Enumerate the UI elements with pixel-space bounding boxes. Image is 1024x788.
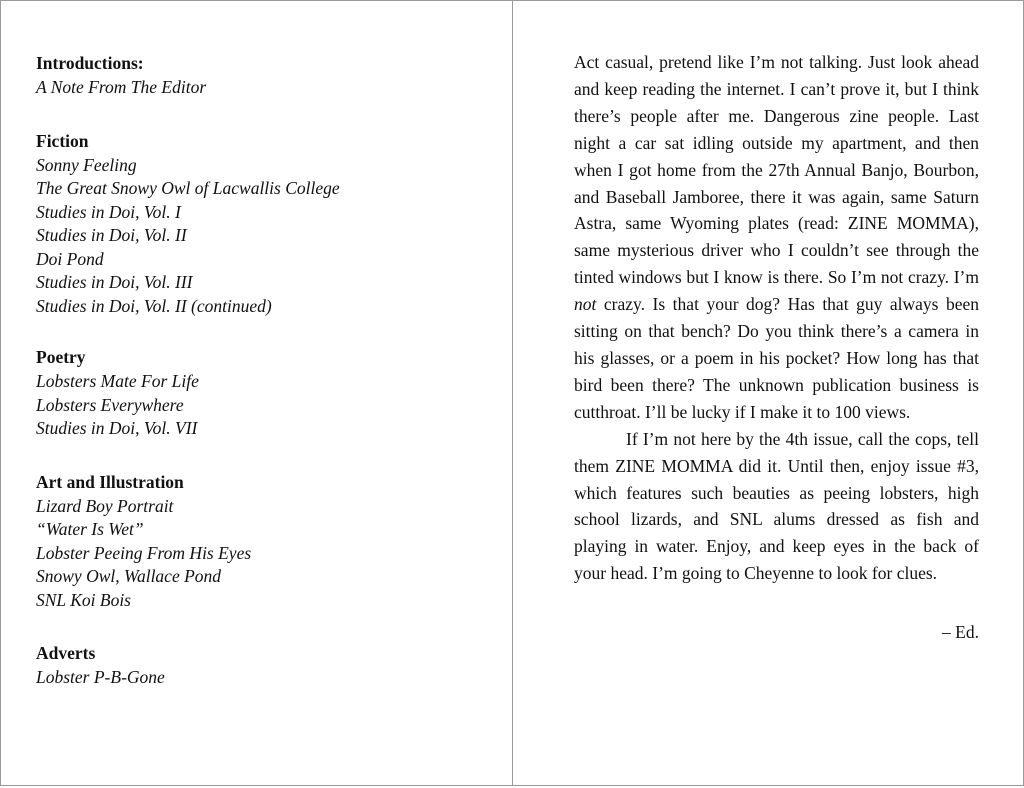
toc-heading: Art and Illustration [36,471,184,492]
toc-heading: Introductions: [36,53,144,73]
toc-heading: Fiction [36,130,89,151]
toc-item: Doi Pond [36,248,104,269]
toc-item: Studies in Doi, Vol. III [36,272,193,292]
toc-item: Lobster Peeing From His Eyes [36,542,252,563]
toc-item: Lizard Boy Portrait [36,495,174,516]
editor-note [574,49,979,645]
paragraph-text: crazy. Is that your dog? Has that guy always been sitting on that bench? Do you think there’s a camera in his glasses, or a poem in his pocket? How long has that bird been there? The unknown publication business is cutthroat. I’ll be lucky if I make it to 100 views. [574,294,979,422]
emphasis-text: not [574,294,597,315]
toc-section-adverts [36,639,496,690]
toc-item: Studies in Doi, Vol. II [36,225,187,245]
toc-section-poetry [36,343,496,441]
toc-item: “Water Is Wet” [36,519,144,539]
toc-item: Snowy Owl, Wallace Pond [36,566,222,586]
toc-item: Lobster P-B-Gone [36,667,165,687]
toc-section-art [36,468,496,613]
editor-note-paragraph: If I’m not here by the 4th issue, call the cops, tell them ZINE MOMMA did it. Until then, enjoy issue #3, which features such beauties as peeing lobsters, high school lizards, and SNL alums dressed as fish and playing in water. Enjoy, and keep eyes in the back of your head. I’m going to Cheyenne to look for clues. [574,428,979,584]
editor-note-paragraph [574,49,979,426]
toc-item: Studies in Doi, Vol. I [36,201,181,222]
table-of-contents [36,51,496,717]
toc-heading: Adverts [36,643,96,663]
toc-item: Lobsters Mate For Life [36,371,199,391]
paragraph-text: Act casual, pretend like I’m not talking. Just look ahead and keep reading the internet. I can’t prove it, but I think there’s people after me. Dangerous zine people. Last night a car sat idling outside my apartment, and then when I got home from the 27th Annual Banjo, Bourbon, and Baseball Jamboree, there it was again, same Saturn Astra, same Wyoming plates (read: ZINE MOMMA), same mysterious driver who I couldn’t see through the tinted windows but I know is there. So I’m not crazy. I’m [574,52,979,288]
signoff: – Ed. [942,622,979,643]
toc-item: Sonny Feeling [36,154,137,175]
toc-item: A Note From The Editor [36,77,207,97]
toc-section-fiction [36,127,496,319]
contents-page [0,0,513,786]
toc-item: The Great Snowy Owl of Lacwallis College [36,178,340,198]
toc-item: Lobsters Everywhere [36,394,184,415]
toc-heading: Poetry [36,347,86,367]
toc-item: SNL Koi Bois [36,589,131,610]
toc-section-introductions [36,51,496,100]
toc-item: Studies in Doi, Vol. VII [36,418,198,438]
toc-item: Studies in Doi, Vol. II (continued) [36,295,272,316]
